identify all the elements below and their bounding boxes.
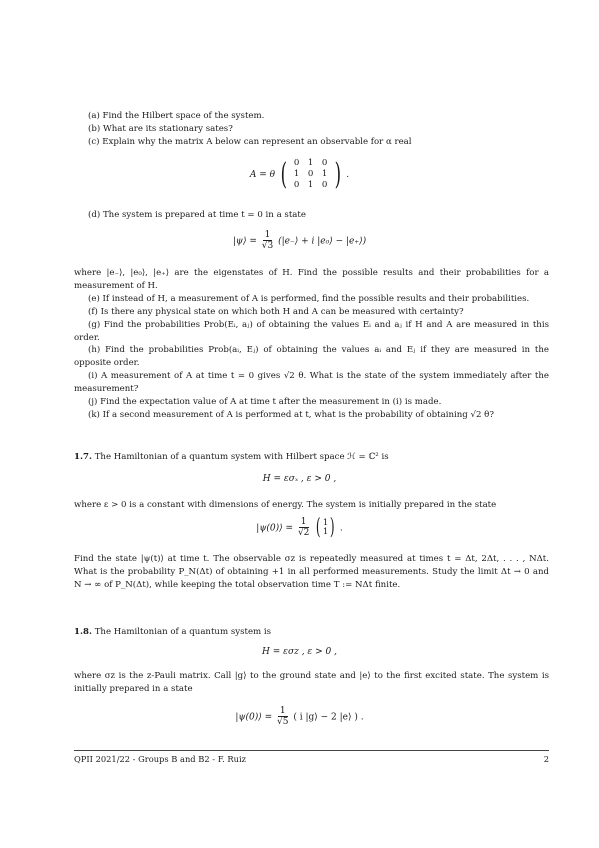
problem-1-7-intro bbox=[74, 451, 549, 464]
matrix-entry-2-2: 0 bbox=[321, 180, 328, 190]
p18-eq2-fraction bbox=[277, 706, 288, 728]
problem-1-7-hamiltonian: H = εσₓ , ε > 0 , bbox=[262, 474, 337, 484]
problem-1-8-hamiltonian: H = εσz , ε > 0 , bbox=[262, 647, 337, 657]
p18-eq2-num: 1 bbox=[279, 706, 286, 716]
matrix-entry-1-2: 1 bbox=[321, 169, 328, 179]
footer-text: QPII 2021/22 - Groups B and B2 - F. Ruiz bbox=[74, 754, 247, 764]
item-a: (a) Find the Hilbert space of the system. bbox=[88, 111, 265, 121]
problem-1-7-mid: where ε > 0 is a constant with dimensions of energy. The system is initially prepared in the state bbox=[74, 500, 497, 510]
page-footer bbox=[74, 750, 549, 764]
psi-num: 1 bbox=[264, 230, 271, 240]
item-i: (i) A measurement of A at time t = 0 gives √2 θ. What is the state of the system immediately after the measurement? bbox=[74, 371, 549, 395]
item-e: (e) If instead of H, a measurement of A is performed, find the possible results and their probabilities. bbox=[88, 293, 530, 304]
items-d-k bbox=[74, 267, 549, 422]
items-a-c bbox=[74, 110, 549, 149]
matrix-equation bbox=[0, 158, 599, 191]
p17-vec-0: 1 bbox=[322, 518, 329, 528]
matrix-entries bbox=[290, 158, 332, 191]
problem-1-8-intro-text: The Hamiltonian of a quantum system is bbox=[94, 627, 272, 637]
psi-den: √3 bbox=[261, 241, 274, 251]
p18-eq2-lhs: |ψ(0)⟩ = bbox=[235, 712, 273, 723]
problem-1-8-intro bbox=[74, 626, 549, 639]
problem-1-8-number: 1.8. bbox=[74, 627, 92, 637]
item-j: (j) Find the expectation value of A at time t after the measurement in (i) is made. bbox=[88, 397, 442, 408]
item-f: (f) Is there any physical state on which both H and A can be measured with certainty? bbox=[88, 306, 464, 317]
matrix-entry-2-1: 1 bbox=[307, 180, 314, 190]
problem-1-7-intro-text: The Hamiltonian of a quantum system with Hilbert space ℋ = ℂ² is bbox=[94, 452, 389, 462]
psi-equation bbox=[0, 230, 599, 252]
para-eigen: where |e₋⟩, |e₀⟩, |e₊⟩ are the eigenstates of H. Find the possible results and their probabilities for a measurement of H. bbox=[74, 268, 549, 291]
problem-1-8-initial-state bbox=[0, 706, 599, 728]
item-h: (h) Find the probabilities Prob(aᵢ, Eⱼ) of obtaining the values aᵢ and Eⱼ if they are measured in the opposite order. bbox=[74, 345, 549, 369]
matrix-entry-1-1: 0 bbox=[307, 169, 314, 179]
p18-eq2-rhs: ( i |g⟩ − 2 |e⟩ ) . bbox=[293, 712, 364, 723]
item-k: (k) If a second measurement of A is performed at t, what is the probability of obtaining √2 θ? bbox=[88, 409, 494, 420]
item-d: (d) The system is prepared at time t = 0 in a state bbox=[88, 210, 306, 220]
p17-vec-1: 1 bbox=[322, 527, 329, 537]
problem-1-8-mid: where σz is the z-Pauli matrix. Call |g⟩ to the ground state and |e⟩ to the first excited state. The system is initially prepared in a state bbox=[74, 671, 549, 694]
p17-eq2-fraction bbox=[298, 517, 309, 539]
matrix-entry-0-2: 0 bbox=[321, 158, 328, 168]
page-number: 2 bbox=[543, 754, 549, 764]
matrix-A: ( 0 1 0 1 0 1 0 1 0 ) bbox=[280, 156, 341, 192]
p17-eq2-lhs: |ψ(0)⟩ = bbox=[256, 523, 294, 534]
p17-eq2-num: 1 bbox=[300, 517, 307, 527]
item-b: (b) What are its stationary sates? bbox=[88, 123, 233, 134]
psi-lhs: |ψ⟩ = bbox=[232, 236, 257, 247]
problem-1-7-initial-state: |ψ(0)⟩ = $\frac{1}{√2}$ ( 1 1 ) . bbox=[256, 515, 343, 540]
item-g: (g) Find the probabilities Prob(Eᵢ, aⱼ) of obtaining the values Eᵢ and aⱼ if H and A are measured in this order. bbox=[74, 319, 549, 343]
matrix-entry-0-1: 1 bbox=[307, 158, 314, 168]
p17-eq2-den: √2 bbox=[297, 528, 310, 538]
item-c: (c) Explain why the matrix A below can represent an observable for α real bbox=[88, 136, 412, 147]
matrix-lhs: A = θ bbox=[249, 170, 276, 180]
matrix-entry-0-0: 0 bbox=[293, 158, 300, 168]
psi-fraction bbox=[262, 230, 273, 252]
problem-1-7-body: Find the state |ψ(t)⟩ at time t. The observable σz is repeatedly measured at times t = Δt, 2Δt, . . . , NΔt. What is the probability P_N(Δt) of obtaining +1 in all performed measurements. Study the limit Δt → 0 and N → ∞ of P_N(Δt), while keeping the total observation time T := NΔt finite. bbox=[74, 554, 549, 590]
matrix-entry-2-0: 0 bbox=[293, 180, 300, 190]
matrix-tail: . bbox=[346, 170, 350, 180]
matrix-entry-1-0: 1 bbox=[293, 169, 300, 179]
p17-eq2-vector: ( 1 1 ) bbox=[316, 515, 336, 540]
problem-1-7-number: 1.7. bbox=[74, 452, 92, 462]
psi-rhs: (|e₋⟩ + i |e₀⟩ − |e₊⟩) bbox=[278, 236, 367, 247]
p18-eq2-den: √5 bbox=[277, 717, 289, 727]
